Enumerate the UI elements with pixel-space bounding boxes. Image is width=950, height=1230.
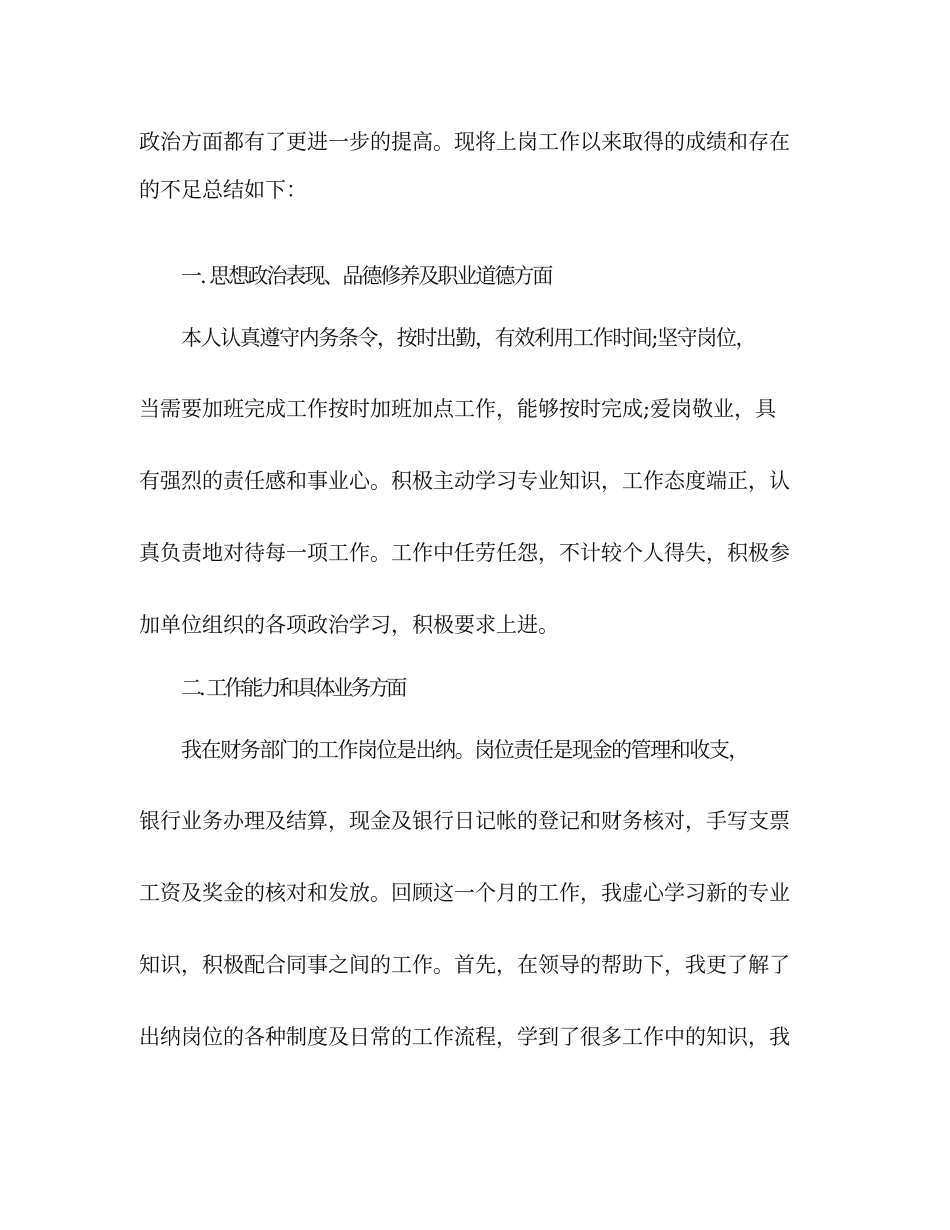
paragraph-line: 有强烈的责任感和事业心。积极主动学习专业知识，工作态度端正，认 — [139, 469, 790, 493]
section-heading-1: 一. 思想政治表现、品德修养及职业道德方面 — [181, 264, 552, 288]
paragraph-line: 真负责地对待每一项工作。工作中任劳任怨，不计较个人得失，积极参 — [139, 541, 790, 565]
paragraph-line: 本人认真遵守内务条令，按时出勤，有效利用工作时间;坚守岗位， — [181, 326, 756, 350]
paragraph-line: 当需要加班完成工作按时加班加点工作，能够按时完成;爱岗敬业，具 — [139, 397, 777, 421]
paragraph-line: 知识，积极配合同事之间的工作。首先，在领导的帮助下，我更了解了 — [139, 953, 790, 977]
paragraph-line: 出纳岗位的各种制度及日常的工作流程，学到了很多工作中的知识，我 — [139, 1025, 790, 1049]
paragraph-line: 的不足总结如下： — [139, 178, 307, 202]
paragraph-line: 加单位组织的各项政治学习，积极要求上进。 — [139, 613, 559, 637]
paragraph-line: 工资及奖金的核对和发放。回顾这一个月的工作，我虚心学习新的专业 — [139, 881, 790, 905]
paragraph-line: 我在财务部门的工作岗位是出纳。岗位责任是现金的管理和收支， — [181, 738, 748, 762]
paragraph-line: 政治方面都有了更进一步的提高。现将上岗工作以来取得的成绩和存在 — [139, 130, 790, 154]
paragraph-line: 银行业务办理及结算，现金及银行日记帐的登记和财务核对，手写支票 — [139, 809, 790, 833]
section-heading-2: 二. 工作能力和具体业务方面 — [181, 676, 405, 700]
